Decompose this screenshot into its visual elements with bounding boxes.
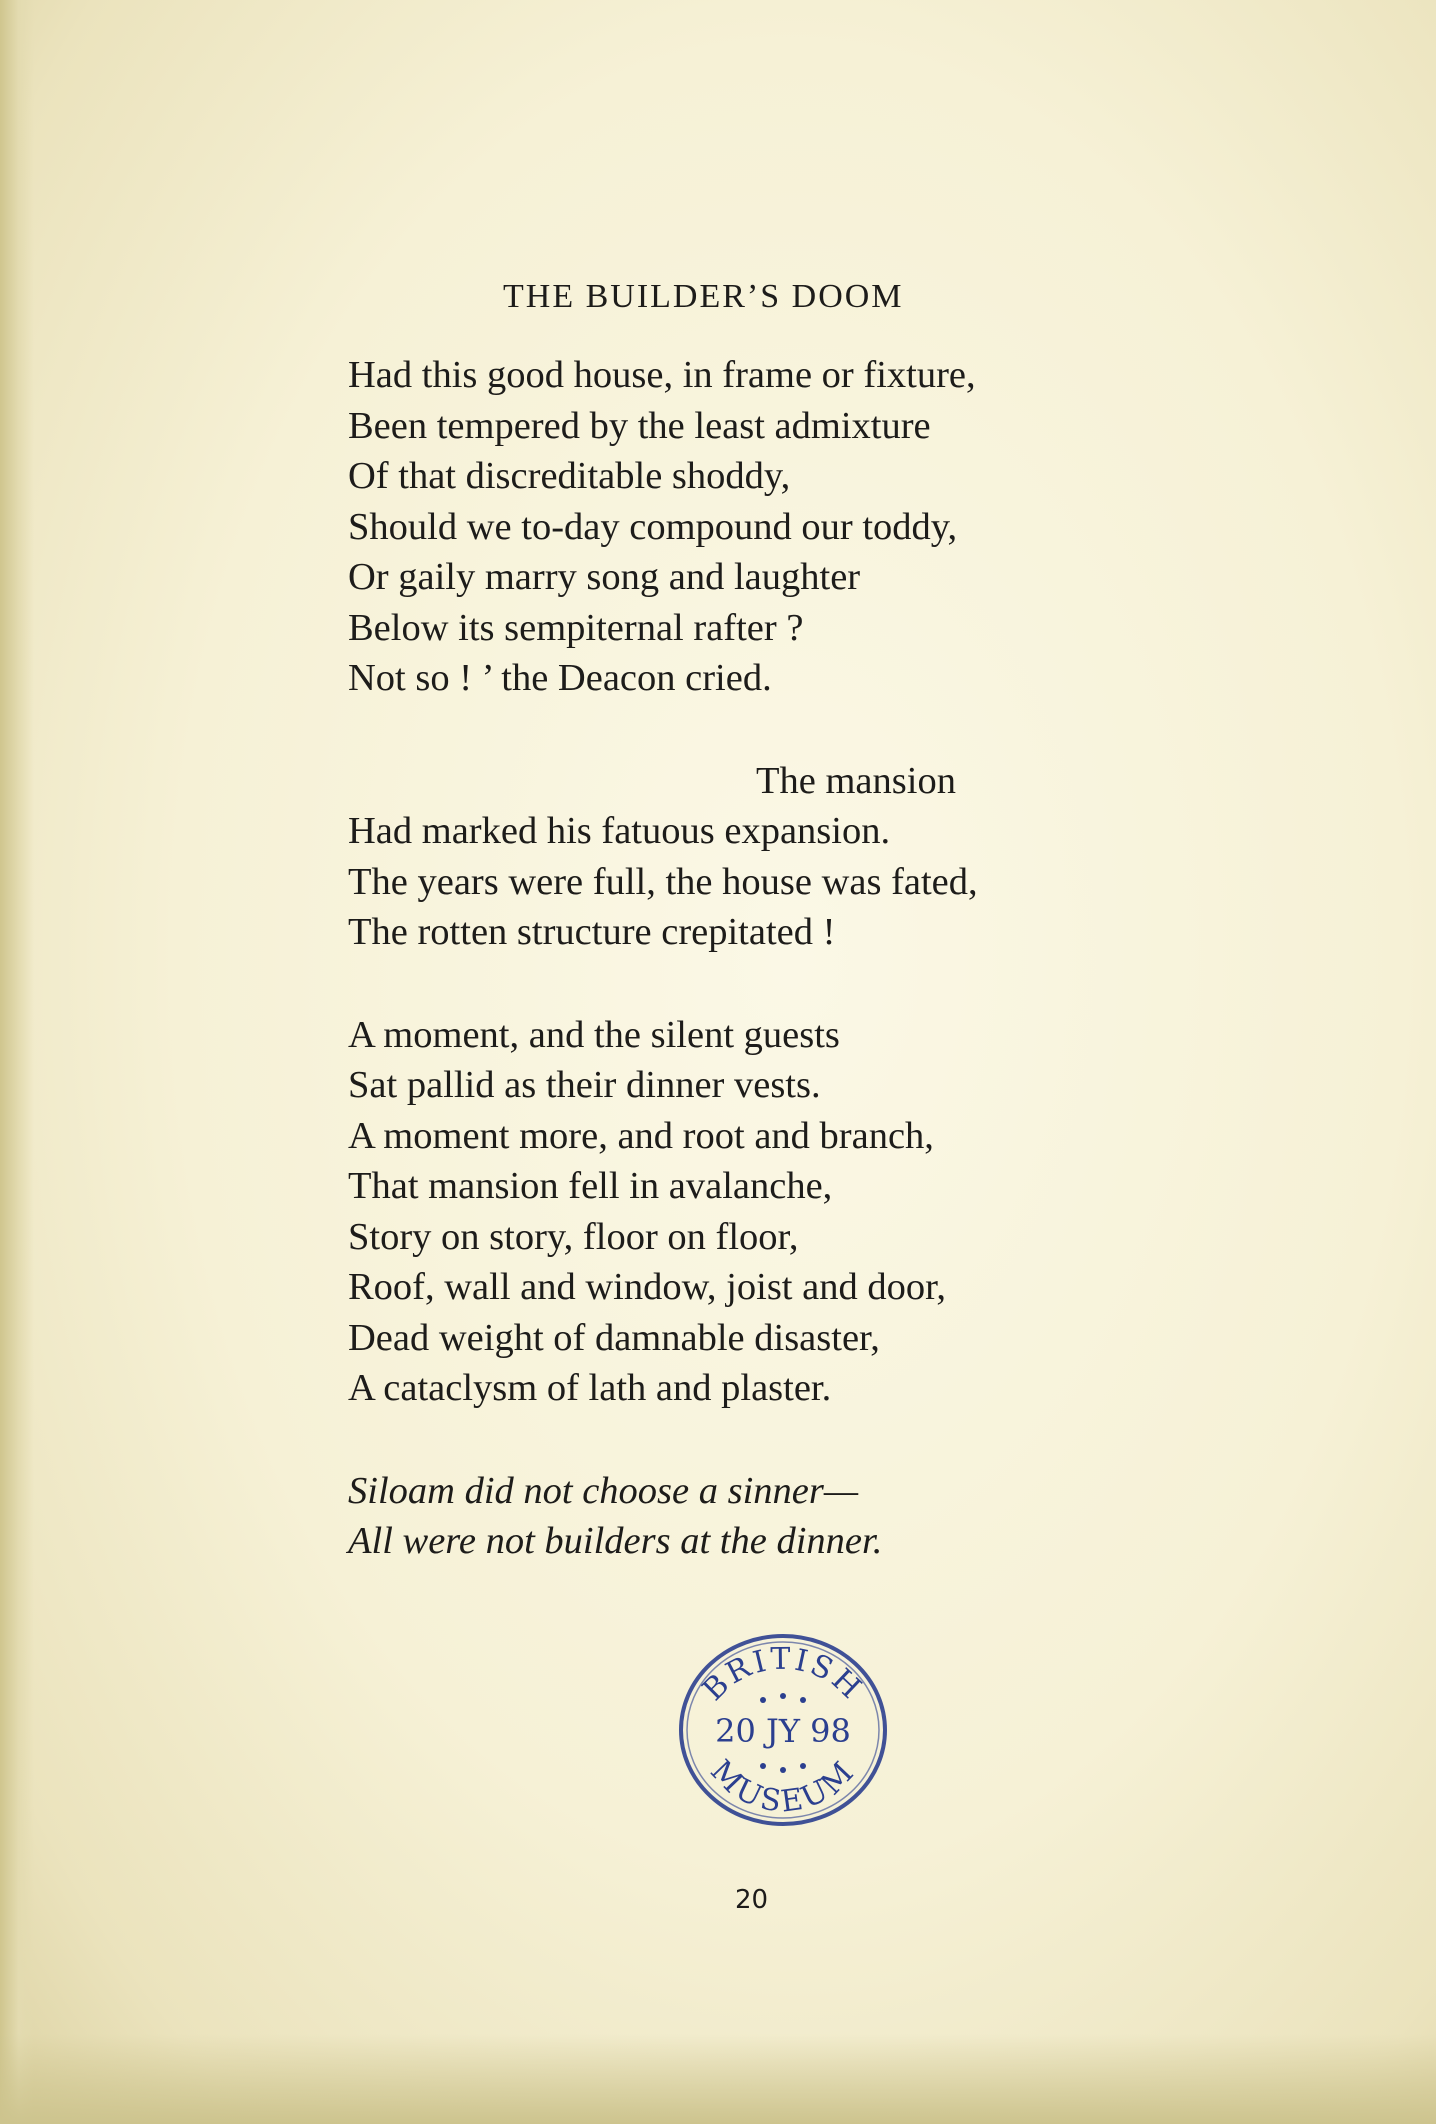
poem-line: Of that discreditable shoddy, bbox=[348, 455, 791, 497]
page-number: 20 bbox=[735, 1885, 769, 1915]
poem-line: Story on story, floor on floor, bbox=[348, 1215, 799, 1258]
poem-line: Should we to-day compound our toddy, bbox=[348, 505, 958, 548]
poem-body bbox=[348, 350, 1268, 1619]
page-bottom-shadow bbox=[0, 2034, 1436, 2124]
poem-line: Siloam did not choose a sinner— bbox=[348, 1469, 859, 1512]
stamp-date: 20 JY 98 bbox=[715, 1712, 851, 1750]
poem-line: A moment more, and root and branch, bbox=[348, 1114, 934, 1157]
poem-line: A cataclysm of lath and plaster. bbox=[348, 1367, 832, 1409]
poem-line: Or gaily marry song and laughter bbox=[348, 556, 861, 598]
poem-line: Dead weight of damnable disaster, bbox=[348, 1316, 880, 1359]
poem-line: Roof, wall and window, joist and door, bbox=[348, 1266, 946, 1308]
stanza bbox=[348, 350, 1268, 704]
poem-line: A moment, and the silent guests bbox=[348, 1013, 840, 1056]
poem-line: All were not builders at the dinner. bbox=[348, 1520, 883, 1562]
stanza bbox=[348, 1466, 1268, 1567]
poem-line: Below its sempiternal rafter ? bbox=[348, 606, 804, 649]
page-edge-shadow bbox=[0, 0, 34, 2124]
page-title: THE BUILDER’S DOOM bbox=[503, 278, 904, 315]
stanza bbox=[348, 1010, 1268, 1414]
library-stamp bbox=[668, 1620, 898, 1835]
poem-line: Had marked his fatuous expansion. bbox=[348, 810, 891, 852]
poem-line: The mansion bbox=[756, 759, 956, 802]
poem-line: Been tempered by the least admixture bbox=[348, 404, 931, 447]
poem-line: Not so ! ’ the Deacon cried. bbox=[348, 657, 772, 699]
poem-line: Had this good house, in frame or fixture, bbox=[348, 354, 976, 396]
poem-line: That mansion fell in avalanche, bbox=[348, 1165, 833, 1207]
poem-line: The rotten structure crepitated ! bbox=[348, 911, 836, 953]
stamp-bottom-text: MUSEUM bbox=[703, 1753, 863, 1820]
stanza bbox=[348, 756, 1268, 958]
stamp-top-text: BRITISH bbox=[695, 1641, 870, 1708]
poem-line: Sat pallid as their dinner vests. bbox=[348, 1064, 821, 1106]
poem-line: The years were full, the house was fated, bbox=[348, 860, 978, 903]
